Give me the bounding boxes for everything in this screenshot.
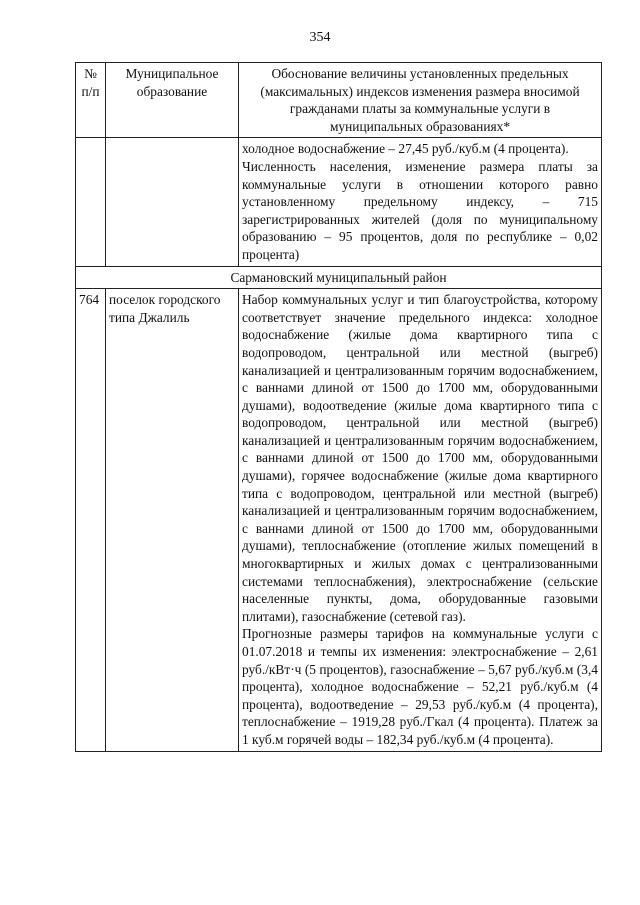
row-paragraph-services: Набор коммунальных услуг и тип благоустройства, которому соответствует значение предельного индекса: холодное водоснабжение (жилые дома квартирного типа с водопроводом, центральной или местной (выгреб) канализацией и централизованным горячим водоснабжением, с ваннами длиной от 1500 до 1700 мм, оборудованными душами), водоотведение (жилые дома квартирного типа с водопроводом, центральной или местной (выгреб) канализацией и централизованным горячим водоснабжением, с ваннами длиной от 1500 до 1700 мм, оборудованными душами), горячее водоснабжение (жилые дома квартирного типа с водопроводом, центральной или местной (выгреб) канализацией и централизованным горячим водоснабжением, с ваннами длиной от 1500 до 1700 мм, оборудованными душами), теплоснабжение (отопление жилых помещений в многоквартирных и жилых домах с централизованными системами теплоснабжения), электроснабжение (сельские населенные пункты, дома, оборудованные газовыми плитами), газоснабжение (сетевой газ). <box>242 292 598 624</box>
row-paragraph-tariffs: Прогнозные размеры тарифов на коммунальные услуги с 01.07.2018 и темпы их изменения: электроснабжение – 2,61 руб./кВт·ч (5 процентов), газоснабжение – 5,67 руб./куб.м (3,4 процента), холодное водоснабжение – 52,21 руб./куб.м (4 процента), водоотведение – 29,53 руб./куб.м (4 процента), теплоснабжение – 1919,28 руб./Гкал (4 процента). Платеж за 1 куб.м горячей воды – 182,34 руб./куб.м (4 процента). <box>242 626 598 747</box>
tariff-table <box>75 62 602 752</box>
district-row <box>76 266 602 289</box>
row-justification <box>239 289 602 751</box>
row-municipality: поселок городского типа Джалиль <box>106 289 239 751</box>
continuation-number-cell <box>76 138 106 266</box>
district-heading: Сармановский муниципальный район <box>76 266 602 289</box>
table-header-row <box>76 63 602 138</box>
header-justification: Обоснование величины установленных предельных (максимальных) индексов изменения размера вносимой гражданами платы за коммунальные услуги в муниципальных образованиях* <box>239 63 602 138</box>
table-row-continuation <box>76 138 602 266</box>
table-row <box>76 289 602 751</box>
page-number: 354 <box>309 30 331 45</box>
row-number: 764 <box>76 289 106 751</box>
continuation-paragraph-2: Численность населения, изменение размера платы за коммунальные услуги в отношении которого равно установленному предельному индексу, – 715 зарегистрированных жителей (доля по муниципальному образованию – 95 процентов, доля по республике – 0,02 процента) <box>242 158 598 262</box>
continuation-paragraph-1: холодное водоснабжение – 27,45 руб./куб.м (4 процента). <box>242 141 569 157</box>
continuation-justification-cell <box>239 138 602 266</box>
header-municipality: Муниципальное образование <box>106 63 239 138</box>
continuation-municipality-cell <box>106 138 239 266</box>
header-number: № п/п <box>76 63 106 138</box>
